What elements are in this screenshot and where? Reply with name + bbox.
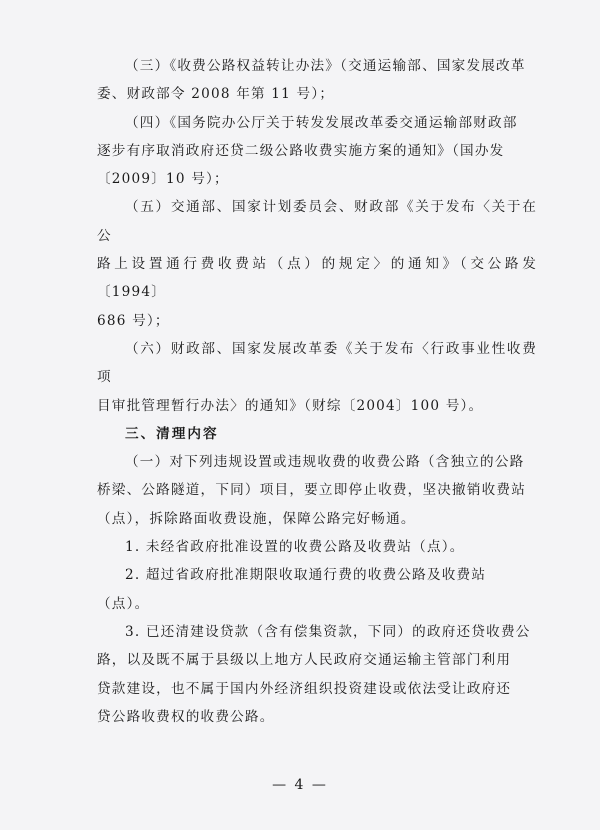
line: 686 号）； (97, 312, 170, 329)
line: （点），拆除路面收费设施，保障公路完好畅通。 (97, 510, 416, 527)
line: 桥梁、公路隧道，下同）项目，要立即停止收费，坚决撤销收费站 (97, 482, 527, 499)
list-item: 2. 超过省政府批准期限收取通行费的收费公路及收费站 (125, 567, 487, 584)
document-body (97, 52, 537, 731)
line: 目审批管理暂行办法〉的通知》（财综〔2004〕100 号）。 (97, 397, 484, 414)
line: （三）《收费公路权益转让办法》（交通运输部、国家发展改革 (125, 58, 526, 74)
line: 贷公路收费权的收费公路。 (97, 708, 275, 725)
line: 逐步有序取消政府还贷二级公路收费实施方案的通知》（国办发 (97, 142, 505, 159)
list-item: 1. 未经省政府批准设置的收费公路及收费站（点）。 (125, 539, 465, 556)
line: （六）财政部、国家发展改革委《关于发布〈行政事业性收费项 (97, 340, 537, 386)
line: （点）。 (97, 595, 150, 612)
line: 路上设置通行费收费站（点）的规定〉的通知》（交公路发〔1994〕 (97, 256, 537, 301)
list-item: 3. 已还清建设贷款（含有偿集资款，下同）的政府还贷收费公 (125, 623, 531, 640)
line: （一）对下列违规设置或违规收费的收费公路（含独立的公路 (125, 454, 525, 471)
line: 贷款建设，也不属于国内外经济组织投资建设或依法受让政府还 (97, 680, 512, 697)
line: 委、财政部令 2008 年第 11 号）； (97, 86, 335, 103)
section-heading: 三、清理内容 (125, 425, 219, 442)
page-number: — 4 — (272, 777, 328, 793)
line: 路，以及既不属于县级以上地方人民政府交通运输主管部门利用 (97, 652, 512, 669)
line: （五）交通部、国家计划委员会、财政部《关于发布〈关于在公 (97, 199, 537, 244)
line: 〔2009〕10 号）； (97, 171, 229, 188)
line: （四）《国务院办公厅关于转发发展改革委交通运输部财政部 (125, 114, 518, 131)
